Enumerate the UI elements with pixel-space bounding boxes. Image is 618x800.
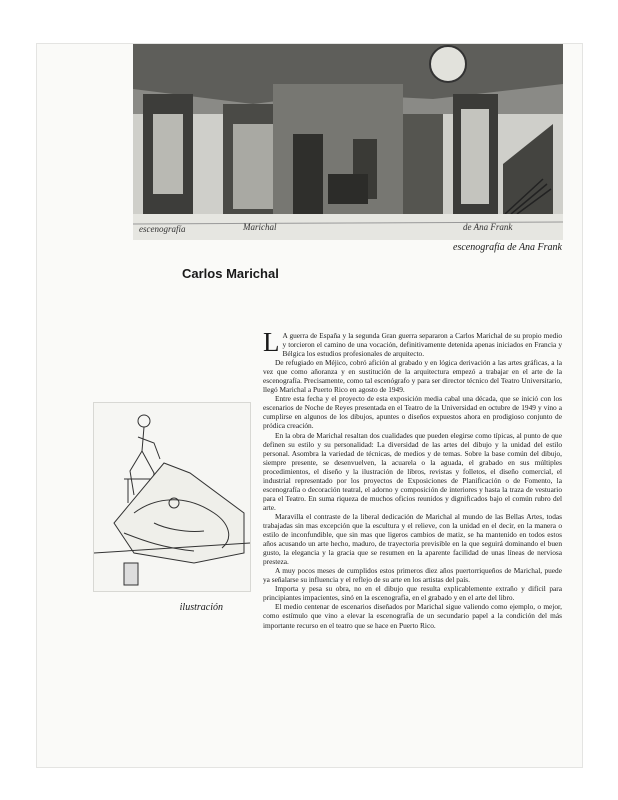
illustration-caption: ilustración [179,602,223,613]
paragraph-7: Importa y pesa su obra, no en el dibujo que resulta explicablemente extraño y difícil para principiantes impacientes, sinó en la escenografía, en el grabado y en el arte del libro. [263,584,562,603]
illustration-sketch [94,403,250,591]
paragraph-1 [263,327,562,359]
paragraph-8: El medio centenar de escenarios diseñados por Marichal sigue valiendo como ejemplo, o mejor, como estímulo que vino a elevar la escenografía de un secundario papel a la condición del más importante recurso en el teatro que se hace en Puerto Rico. [263,602,562,630]
svg-text:escenografía: escenografía [139,224,186,234]
drop-cap: L [263,327,280,357]
top-image-caption: escenografía de Ana Frank [453,242,562,253]
paragraph-3: Entre esta fecha y el proyecto de esta exposición media cabal una década, que se inició con los escenarios de Noche de Reyes presentada en el Teatro de la Universidad en octubre de 1949 y vino a cumplirse en algunos de los dibujos, apuntes o diseños expuestos ahora en prodigioso conjunto de pródica creación. [263,394,562,431]
svg-text:de Ana Frank: de Ana Frank [463,222,513,232]
illustration-image [93,402,251,592]
article-body [263,327,562,630]
stage-design-drawing [133,44,563,240]
stage-design-image [133,44,563,240]
paragraph-1-text: A guerra de España y la segunda Gran guerra separaron a Carlos Marichal de su propio medio y torcieron el camino de una vocación, definitivamente detenida apenas iniciados en Francia y Bélgica los estudios profesionales de arquitecto. [282,331,562,359]
paragraph-6: A muy pocos meses de cumplidos estos primeros diez años puertorriqueños de Marichal, puede ya señalarse su influencia y el reflejo de su arte en los artistas del país. [263,566,562,585]
author-heading: Carlos Marichal [182,266,279,281]
document-page [37,44,582,767]
paragraph-2: De refugiado en Méjico, cobró afición al grabado y en lógica derivación a las artes gráficas, a la vez que como añoranza y en sustitución de la arquitectura empezó a trabajar en el arte de la escenografía. Precisamente, como tal escenógrafo y para ser director técnico del Teatro Universitario, llegó Marichal a Puerto Rico en agosto de 1949. [263,358,562,395]
paragraph-5: Maravilla el contraste de la liberal dedicación de Marichal al mundo de las Bellas Artes, todas trabajadas sin mas excepción que la escultura y el relieve, con la unidad en el decir, en la manera o estilo de inconfundible, que sin mas que ligeros cambios de matiz, se ha mantenido en todos estos años acusando un arte hecho, maduro, de trayectoria previsible en la que seguirá dominando el buen gusto, la elegancia y la gracia que se resumen en la aparente facilidad de unas líneas de nerviosa presteza. [263,511,562,567]
svg-text:Marichal: Marichal [243,222,277,232]
paragraph-4: En la obra de Marichal resaltan dos cualidades que pueden elegirse como típicas, al punto de que definen su estilo y su personalidad: La diversidad de las artes del dibujo y la unidad del estilo personal. Asombra la variedad de técnicas, de medios y de temas. Sobre la base común del dibujo, siempre presente, se desenvuelven, la acuarela o la aguada, el grabado en sus múltiples procedimientos, el diseño y la ilustración de libros, revistas y folletos, el diseño comercial, el industrial representado por los proyectos de Exposiciones de Planificación o de Fomento, la escenografía o decoración teatral, el adorno y composición de interiores y hasta la traza de vestuario para el Teatro. En suma riqueza de muchos oficios reunidos y dignificados bajo el común rubro del arte. [263,430,562,512]
